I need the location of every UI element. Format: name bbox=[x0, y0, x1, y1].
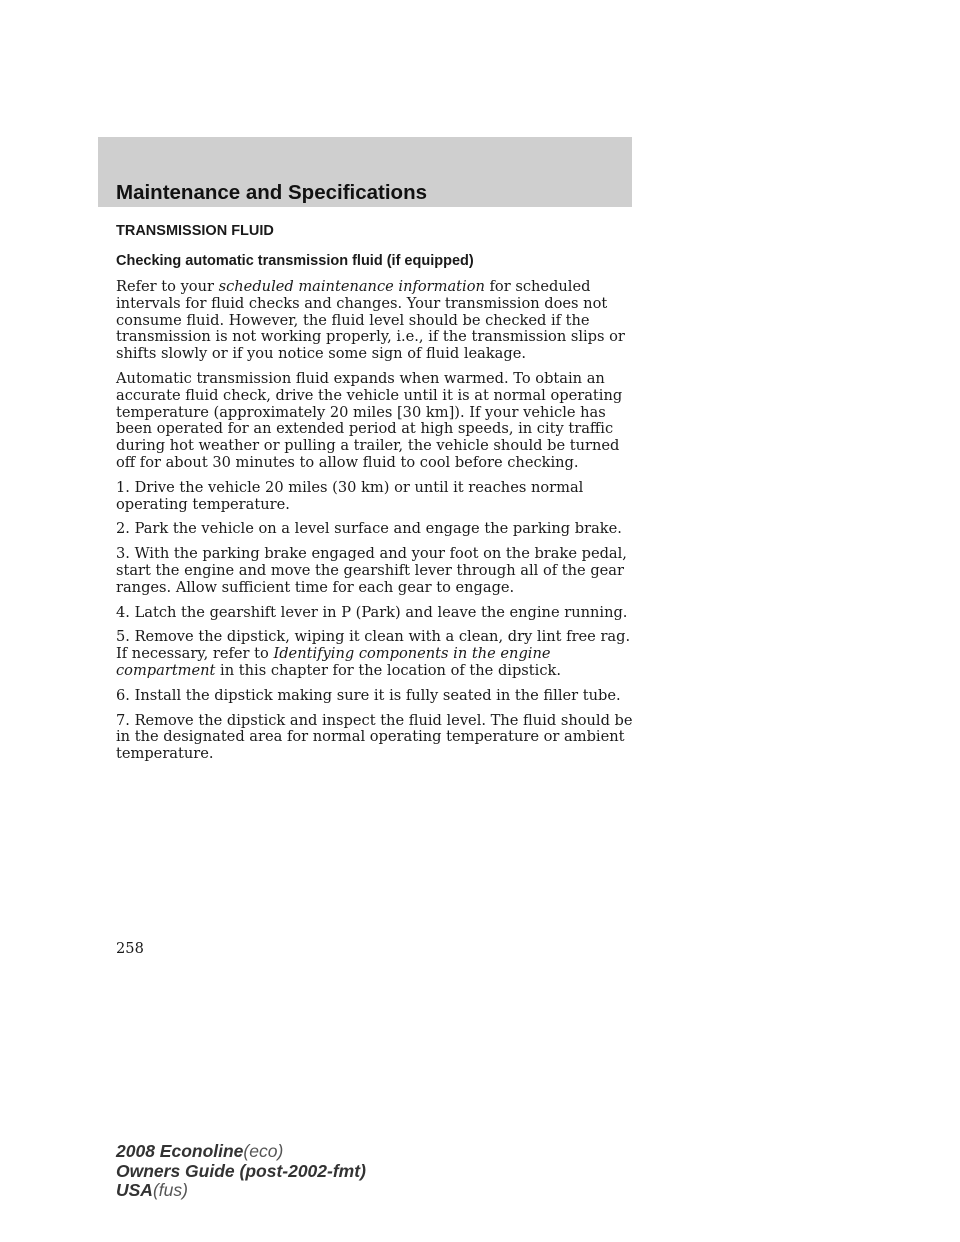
footer-line-3 bbox=[116, 1181, 366, 1201]
step-3: 3. With the parking brake engaged and your foot on the brake pedal, start the engine and move the gearshift lever through all of the gear ranges. Allow sufficient time for each gear to engage. bbox=[116, 545, 627, 596]
engine-compartment-reference: Identifying components in the engine compartment bbox=[116, 645, 551, 679]
step-4: 4. Latch the gearshift lever in P (Park) and leave the engine running. bbox=[116, 603, 628, 621]
step-2: 2. Park the vehicle on a level surface and engage the parking brake. bbox=[116, 520, 622, 538]
scheduled-maintenance-reference: scheduled maintenance information bbox=[218, 278, 485, 295]
step-5 bbox=[116, 629, 636, 679]
paragraph-intro-before: Refer to your bbox=[116, 278, 219, 295]
chapter-title: Maintenance and Specifications bbox=[116, 181, 427, 204]
paragraph-intro-after: for scheduled intervals for fluid checks and changes. Your transmission does not consume fluid. However, the fluid level should be checked if the transmission is not working properly, i.e., if the transmission slips or shifts slowly or if you notice some sign of fluid leakage. bbox=[116, 278, 625, 363]
step-7: 7. Remove the dipstick and inspect the fluid level. The fluid should be in the designated area for normal operating temperature or ambient temperature. bbox=[116, 711, 633, 763]
page-content bbox=[116, 222, 636, 771]
footer-model: 2008 Econoline bbox=[116, 1141, 244, 1161]
paragraph-intro bbox=[116, 279, 636, 363]
step-5-after: in this chapter for the location of the dipstick. bbox=[215, 661, 561, 679]
footer-line-2: Owners Guide (post-2002-fmt) bbox=[116, 1160, 366, 1181]
footer-market-code: (fus) bbox=[152, 1180, 188, 1200]
step-5-before: 5. Remove the dipstick, wiping it clean with a clean, dry lint free rag. If necessary, refer to bbox=[116, 628, 631, 663]
step-6: 6. Install the dipstick making sure it is fully seated in the filler tube. bbox=[116, 686, 621, 704]
footer-market: USA bbox=[116, 1180, 153, 1200]
document-footer bbox=[116, 1142, 366, 1201]
paragraph-fluid-expansion: Automatic transmission fluid expands when warmed. To obtain an accurate fluid check, drive the vehicle until it is at normal operating temperature (approximately 20 miles [30 km]). If your vehicle has been operated for an extended period at high speeds, in city traffic during hot weather or pulling a trailer, the vehicle should be turned off for about 30 minutes to allow fluid to cool before checking. bbox=[116, 369, 623, 471]
page-number: 258 bbox=[116, 940, 144, 957]
section-subtitle: Checking automatic transmission fluid (if equipped) bbox=[116, 253, 474, 269]
section-title: TRANSMISSION FLUID bbox=[116, 223, 274, 239]
footer-model-code: (eco) bbox=[243, 1141, 284, 1161]
chapter-header-band bbox=[98, 137, 632, 207]
step-1: 1. Drive the vehicle 20 miles (30 km) or until it reaches normal operating temperature. bbox=[116, 478, 584, 513]
footer-line-1 bbox=[116, 1142, 366, 1162]
